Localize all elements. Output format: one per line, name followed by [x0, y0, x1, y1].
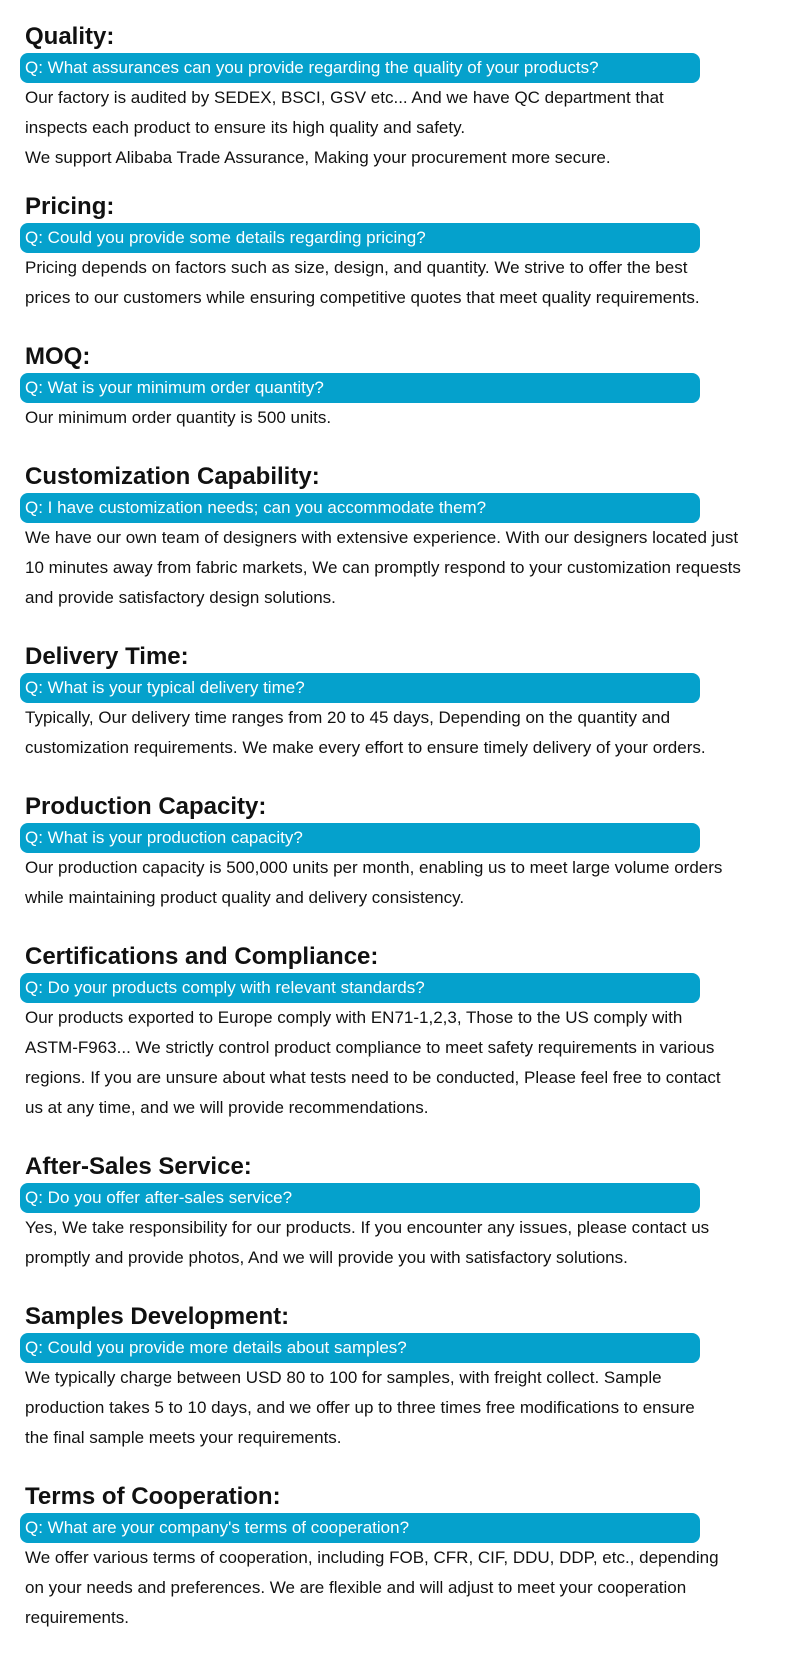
- answer-line: We support Alibaba Trade Assurance, Making your procurement more secure.: [25, 148, 611, 167]
- section-heading: After-Sales Service:: [25, 1153, 252, 1180]
- answer-line: Our products exported to Europe comply with EN71-1,2,3, Those to the US comply with: [25, 1008, 683, 1027]
- answer-line: and provide satisfactory design solutions.: [25, 588, 336, 607]
- answer-line: Typically, Our delivery time ranges from 20 to 45 days, Depending on the quantity and: [25, 708, 671, 727]
- answer-text: [25, 1543, 783, 1633]
- answer-line: while maintaining product quality and delivery consistency.: [25, 888, 465, 907]
- section-heading: Pricing:: [25, 193, 115, 220]
- answer-text: [25, 523, 783, 613]
- question-bar: Q: Wat is your minimum order quantity?: [20, 373, 700, 403]
- section-heading: Customization Capability:: [25, 463, 320, 490]
- answer-line: production takes 5 to 10 days, and we offer up to three times free modifications to ensure: [25, 1398, 695, 1417]
- answer-text: [25, 1363, 783, 1453]
- section-heading: MOQ:: [25, 343, 91, 370]
- answer-text: [25, 853, 783, 913]
- answer-line: customization requirements. We make every effort to ensure timely delivery of your orders.: [25, 738, 706, 757]
- answer-line: regions. If you are unsure about what tests need to be conducted, Please feel free to contact: [25, 1068, 721, 1087]
- section-heading: Certifications and Compliance:: [25, 943, 379, 970]
- question-bar: Q: Do your products comply with relevant standards?: [20, 973, 700, 1003]
- question-bar: Q: What assurances can you provide regarding the quality of your products?: [20, 53, 700, 83]
- section-heading: Samples Development:: [25, 1303, 290, 1330]
- answer-line: prices to our customers while ensuring competitive quotes that meet quality requirements.: [25, 288, 700, 307]
- question-bar: Q: What is your typical delivery time?: [20, 673, 700, 703]
- answer-line: on your needs and preferences. We are flexible and will adjust to meet your cooperation: [25, 1578, 687, 1597]
- answer-line: Pricing depends on factors such as size, design, and quantity. We strive to offer the best: [25, 258, 688, 277]
- answer-line: inspects each product to ensure its high quality and safety.: [25, 118, 466, 137]
- question-bar: Q: What are your company's terms of cooperation?: [20, 1513, 700, 1543]
- question-bar: Q: I have customization needs; can you accommodate them?: [20, 493, 700, 523]
- question-bar: Q: Could you provide some details regarding pricing?: [20, 223, 700, 253]
- answer-line: ASTM-F963... We strictly control product compliance to meet safety requirements in various: [25, 1038, 715, 1057]
- answer-line: 10 minutes away from fabric markets, We can promptly respond to your customization requests: [25, 558, 741, 577]
- question-bar: Q: Do you offer after-sales service?: [20, 1183, 700, 1213]
- answer-line: us at any time, and we will provide recommendations.: [25, 1098, 429, 1117]
- answer-line: Our minimum order quantity is 500 units.: [25, 408, 332, 427]
- answer-line: We offer various terms of cooperation, including FOB, CFR, CIF, DDU, DDP, etc., depending: [25, 1548, 719, 1567]
- answer-line: We have our own team of designers with extensive experience. With our designers located just: [25, 528, 739, 547]
- answer-text: [25, 403, 783, 433]
- question-bar: Q: What is your production capacity?: [20, 823, 700, 853]
- section-heading: Quality:: [25, 23, 115, 50]
- answer-line: Yes, We take responsibility for our products. If you encounter any issues, please contact us: [25, 1218, 710, 1237]
- section-heading: Delivery Time:: [25, 643, 189, 670]
- answer-text: [25, 703, 783, 763]
- answer-line: promptly and provide photos, And we will provide you with satisfactory solutions.: [25, 1248, 628, 1267]
- answer-text: [25, 83, 783, 173]
- answer-text: [25, 253, 783, 313]
- question-bar: Q: Could you provide more details about samples?: [20, 1333, 700, 1363]
- answer-line: We typically charge between USD 80 to 100 for samples, with freight collect. Sample: [25, 1368, 662, 1387]
- section-heading: Terms of Cooperation:: [25, 1483, 281, 1510]
- section-heading: Production Capacity:: [25, 793, 267, 820]
- answer-line: Our factory is audited by SEDEX, BSCI, GSV etc... And we have QC department that: [25, 88, 664, 107]
- answer-text: [25, 1213, 783, 1273]
- answer-line: the final sample meets your requirements.: [25, 1428, 342, 1447]
- answer-line: requirements.: [25, 1608, 129, 1627]
- answer-text: [25, 1003, 783, 1123]
- answer-line: Our production capacity is 500,000 units per month, enabling us to meet large volume orders: [25, 858, 723, 877]
